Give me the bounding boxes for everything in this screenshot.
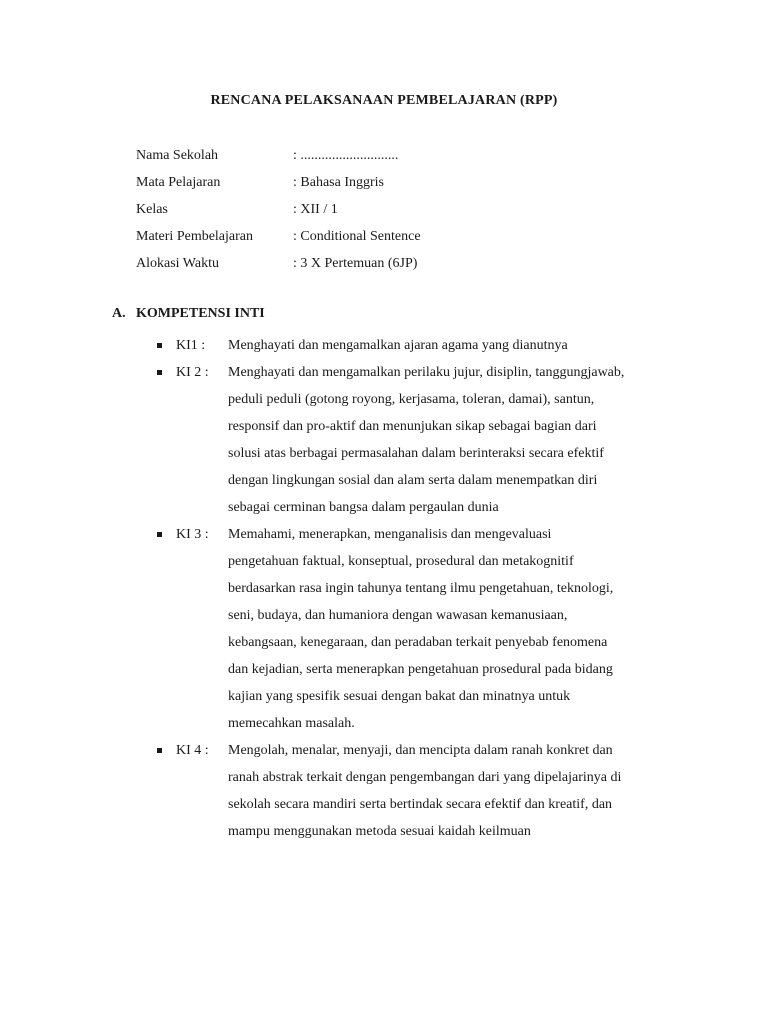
ki-text-line: Menghayati dan mengamalkan ajaran agama yang dianutnya — [228, 338, 568, 353]
section-letter: A. — [112, 306, 126, 321]
list-item-ki4 — [157, 737, 677, 845]
core-competence-list — [157, 332, 677, 845]
ki-text — [228, 332, 677, 359]
ki-text-line: Menghayati dan mengamalkan perilaku jujur, disiplin, tanggungjawab, — [228, 365, 625, 380]
square-bullet-icon — [157, 343, 162, 348]
document-title: RENCANA PELAKSANAAN PEMBELAJARAN (RPP) — [210, 93, 558, 108]
info-value: : Bahasa Inggris — [293, 175, 384, 190]
square-bullet-icon — [157, 532, 162, 537]
info-value: : 3 X Pertemuan (6JP) — [293, 256, 418, 271]
info-row-class — [136, 200, 696, 227]
ki-text-line: sekolah secara mandiri serta bertindak secara efektif dan kreatif, dan — [228, 797, 613, 812]
ki-text-line: mampu menggunakan metoda sesuai kaidah keilmuan — [228, 824, 531, 839]
ki-text-line: memecahkan masalah. — [228, 716, 355, 731]
section-heading-text: KOMPETENSI INTI — [136, 306, 265, 321]
ki-text-line: ranah abstrak terkait dengan pengembangan dari yang dipelajarinya di — [228, 770, 622, 785]
ki-text-line: pengetahuan faktual, konseptual, prosedural dan metakognitif — [228, 554, 574, 569]
list-item-ki3 — [157, 521, 677, 737]
info-value: : Conditional Sentence — [293, 229, 421, 244]
ki-text-line: dan kejadian, serta menerapkan pengetahuan prosedural pada bidang — [228, 662, 613, 677]
info-label: Nama Sekolah — [136, 148, 219, 163]
ki-text-line: dengan lingkungan sosial dan alam serta dalam menempatkan diri — [228, 473, 598, 488]
ki-text-line: seni, budaya, dan humaniora dengan wawasan kemanusiaan, — [228, 608, 568, 623]
ki-text-line: berdasarkan rasa ingin tahunya tentang ilmu pengetahuan, teknologi, — [228, 581, 614, 596]
info-label: Alokasi Waktu — [136, 256, 219, 271]
ki-text-line: kajian yang spesifik sesuai dengan bakat dan minatnya untuk — [228, 689, 571, 704]
ki-text-line: Mengolah, menalar, menyaji, dan mencipta dalam ranah konkret dan — [228, 743, 613, 758]
ki-text — [228, 737, 677, 845]
ki-text — [228, 521, 677, 737]
ki-label: KI 4 : — [176, 743, 209, 758]
info-label: Kelas — [136, 202, 168, 217]
ki-text — [228, 359, 677, 521]
ki-text-line: kebangsaan, kenegaraan, dan peradaban terkait penyebab fenomena — [228, 635, 608, 650]
info-value: : XII / 1 — [293, 202, 338, 217]
ki-text-line: Memahami, menerapkan, menganalisis dan mengevaluasi — [228, 527, 552, 542]
square-bullet-icon — [157, 748, 162, 753]
info-row-school-name — [136, 146, 696, 173]
info-label: Materi Pembelajaran — [136, 229, 254, 244]
ki-text-line: peduli peduli (gotong royong, kerjasama, toleran, damai), santun, — [228, 392, 595, 407]
section-heading-core-competence — [112, 306, 265, 322]
ki-text-line: responsif dan pro-aktif dan menunjukan sikap sebagai bagian dari — [228, 419, 597, 434]
info-label: Mata Pelajaran — [136, 175, 221, 190]
ki-label: KI 2 : — [176, 365, 209, 380]
list-item-ki2 — [157, 359, 677, 521]
info-row-subject — [136, 173, 696, 200]
info-row-material — [136, 227, 696, 254]
info-row-time-allocation — [136, 254, 696, 281]
square-bullet-icon — [157, 370, 162, 375]
list-item-ki1 — [157, 332, 677, 359]
ki-label: KI1 : — [176, 338, 206, 353]
ki-text-line: sebagai cerminan bangsa dalam pergaulan dunia — [228, 500, 499, 515]
ki-text-line: solusi atas berbagai permasalahan dalam berinteraksi secara efektif — [228, 446, 604, 461]
school-info-block — [136, 146, 696, 281]
info-value: : ............................ — [293, 148, 399, 163]
ki-label: KI 3 : — [176, 527, 209, 542]
